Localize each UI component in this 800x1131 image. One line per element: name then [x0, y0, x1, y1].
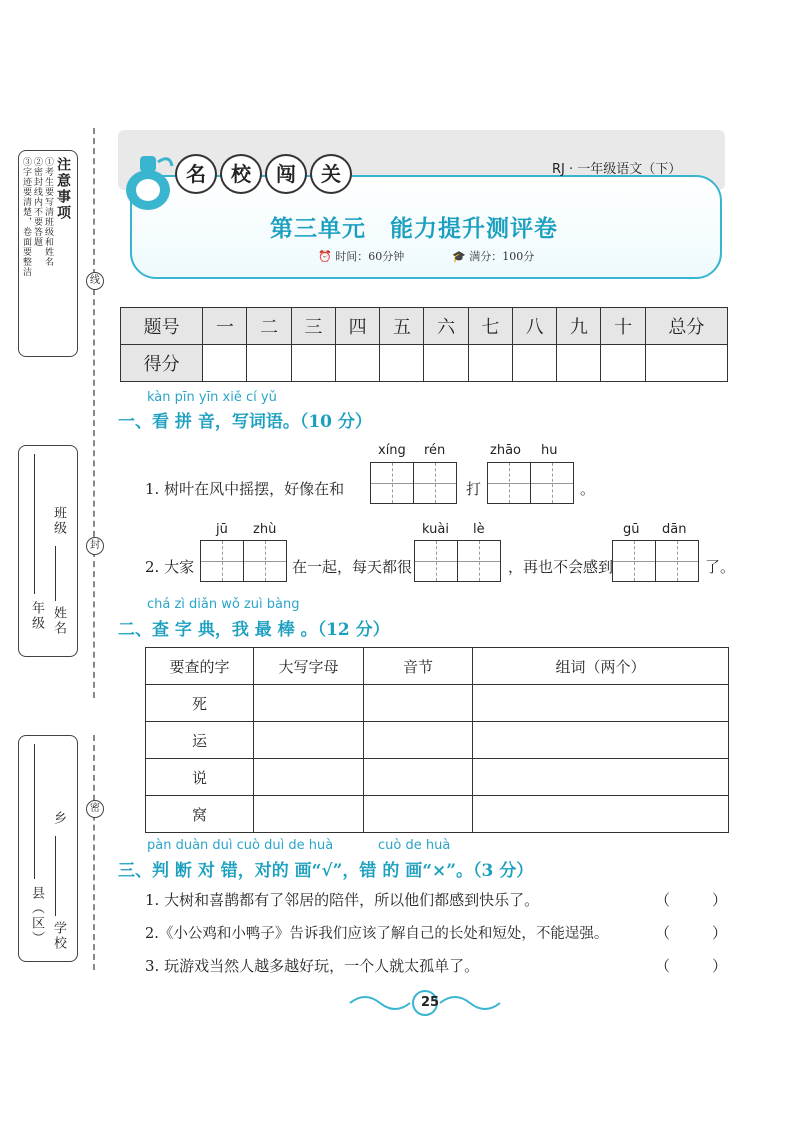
answer-cell[interactable] — [473, 685, 729, 722]
paren-close-3[interactable]: ） — [712, 957, 728, 975]
answer-grid-xingren[interactable] — [370, 462, 457, 504]
score-cell[interactable] — [247, 345, 291, 382]
answer-cell[interactable] — [473, 722, 729, 759]
answer-cell[interactable] — [364, 722, 473, 759]
brand-char-2: 校 — [220, 154, 262, 194]
score-header-cell: 题号 — [121, 308, 203, 345]
brand-char-4: 关 — [310, 154, 352, 194]
answer-cell[interactable] — [473, 796, 729, 833]
paren-close-2[interactable]: ） — [712, 924, 728, 942]
dict-char: 说 — [146, 759, 254, 796]
brand-char-1: 名 — [175, 154, 217, 194]
paren-open-2[interactable]: （ — [655, 924, 671, 942]
answer-grid-kuaile[interactable] — [414, 540, 501, 582]
q2-text-d: 了。 — [705, 558, 736, 576]
cut-mark-secret: 密 — [86, 800, 104, 818]
score-header-cell: 七 — [468, 308, 512, 345]
score-header-cell: 总分 — [645, 308, 727, 345]
dict-header-syllable: 音节 — [364, 648, 473, 685]
pinyin-ju: jū — [216, 522, 228, 537]
judge-item-3: 3. 玩游戏当然人越多越好玩，一个人就太孤单了。 — [145, 957, 480, 975]
section2-heading: 二、查 字 典，我 最 棒 。（12 分） — [118, 620, 390, 640]
grade-label: 年级 — [29, 601, 44, 631]
section3-pinyin-1: pàn duàn duì cuò duì de huà — [147, 838, 334, 853]
answer-grid-gudan[interactable] — [612, 540, 699, 582]
score-cell[interactable] — [203, 345, 247, 382]
dict-char: 窝 — [146, 796, 254, 833]
grade-info: RJ · 一年级语文（下） — [552, 162, 682, 177]
section3-pinyin-2: cuò de huà — [378, 838, 451, 853]
full-score-text: 满分：100分 — [469, 250, 535, 263]
score-table — [120, 307, 728, 382]
seal-line-top — [93, 128, 95, 698]
student-info-box — [18, 445, 78, 657]
answer-grid-zhaohu[interactable] — [487, 462, 574, 504]
graduation-cap-icon: 🎓 — [452, 250, 466, 263]
score-cell[interactable] — [291, 345, 335, 382]
table-row — [146, 759, 729, 796]
dict-char: 死 — [146, 685, 254, 722]
pinyin-ren: rén — [424, 443, 446, 458]
table-row — [146, 796, 729, 833]
pinyin-kuai: kuài — [422, 522, 449, 537]
score-cell[interactable] — [601, 345, 645, 382]
class-label: 班级 — [51, 506, 66, 536]
score-cell[interactable] — [380, 345, 424, 382]
dict-header-letter: 大写字母 — [254, 648, 364, 685]
score-cell[interactable] — [424, 345, 468, 382]
notice-item-3: ③字迹要清楚，卷面要整洁 — [21, 157, 31, 277]
notice-item-2: ②密封线内不要答题 — [32, 157, 42, 247]
seal-line-bottom — [93, 735, 95, 970]
paren-open-1[interactable]: （ — [655, 891, 671, 909]
notice-title: 注意事项 — [55, 157, 71, 221]
grade-blank[interactable] — [34, 454, 35, 594]
dictionary-header-row — [146, 648, 729, 685]
score-table-row — [121, 345, 728, 382]
answer-cell[interactable] — [254, 796, 364, 833]
time-info — [318, 248, 404, 264]
pinyin-dan: dān — [662, 522, 687, 537]
dict-header-words: 组词（两个） — [473, 648, 729, 685]
judge-item-2: 2.《小公鸡和小鸭子》告诉我们应该了解自己的长处和短处，不能逞强。 — [145, 926, 609, 942]
section1-pinyin: kàn pīn yīn xiě cí yǔ — [147, 390, 277, 405]
score-cell[interactable] — [645, 345, 727, 382]
name-label: 姓名 — [51, 606, 66, 636]
brand-char-3: 闯 — [265, 154, 307, 194]
table-row — [146, 685, 729, 722]
table-row — [146, 722, 729, 759]
dictionary-table — [145, 647, 729, 833]
score-cell[interactable] — [468, 345, 512, 382]
score-cell[interactable] — [512, 345, 556, 382]
answer-cell[interactable] — [254, 685, 364, 722]
answer-grid-juzhu[interactable] — [200, 540, 287, 582]
section2-pinyin: chá zì diǎn wǒ zuì bàng — [147, 597, 300, 612]
paren-close-1[interactable]: ） — [712, 891, 728, 909]
paren-open-3[interactable]: （ — [655, 957, 671, 975]
pinyin-le: lè — [473, 522, 485, 537]
dict-char: 运 — [146, 722, 254, 759]
score-header-cell: 一 — [203, 308, 247, 345]
judge-item-1: 1. 大树和喜鹊都有了邻居的陪伴，所以他们都感到快乐了。 — [145, 891, 540, 909]
notice-box — [18, 150, 78, 357]
answer-cell[interactable] — [254, 759, 364, 796]
q1-text-c: 。 — [580, 480, 596, 498]
score-info — [452, 248, 534, 264]
township-label: 乡 — [51, 811, 66, 826]
q1-text-b: 打 — [466, 480, 482, 498]
school-blank[interactable] — [55, 836, 56, 916]
vase-logo-icon — [118, 148, 178, 212]
answer-cell[interactable] — [364, 759, 473, 796]
cut-mark-line: 线 — [86, 272, 104, 290]
score-header-cell: 八 — [512, 308, 556, 345]
score-row-label: 得分 — [121, 345, 203, 382]
county-label: 县（区） — [29, 886, 44, 946]
q2-text-b: 在一起，每天都很 — [292, 558, 413, 576]
page-number: 25 — [420, 995, 440, 1010]
score-cell[interactable] — [557, 345, 601, 382]
pinyin-gu: gū — [623, 522, 640, 537]
score-header-cell: 五 — [380, 308, 424, 345]
page-title: 第三单元 能力提升测评卷 — [270, 215, 558, 242]
pinyin-hu: hu — [541, 443, 558, 458]
score-header-cell: 二 — [247, 308, 291, 345]
school-info-box — [18, 735, 78, 962]
score-header-cell: 六 — [424, 308, 468, 345]
clock-icon: ⏰ — [318, 250, 332, 263]
pinyin-zhao: zhāo — [490, 443, 521, 458]
section1-heading: 一、看 拼 音，写词语。（10 分） — [118, 412, 372, 432]
q2-text-c: ，再也不会感到 — [508, 558, 614, 576]
pinyin-zhu: zhù — [253, 522, 277, 537]
q1-text-a: 1. 树叶在风中摇摆，好像在和 — [145, 480, 345, 498]
county-blank[interactable] — [34, 744, 35, 879]
score-cell[interactable] — [335, 345, 379, 382]
answer-cell[interactable] — [364, 685, 473, 722]
time-text: 时间：60分钟 — [335, 250, 405, 263]
score-header-cell: 九 — [557, 308, 601, 345]
score-table-header-row — [121, 308, 728, 345]
name-blank[interactable] — [55, 546, 56, 601]
score-header-cell: 四 — [335, 308, 379, 345]
school-label: 学校 — [51, 921, 66, 951]
q2-text-a: 2. 大家 — [145, 558, 195, 576]
cut-mark-seal: 封 — [86, 537, 104, 555]
answer-cell[interactable] — [364, 796, 473, 833]
notice-item-1: ①考生要写清班级和姓名 — [43, 157, 53, 267]
pinyin-xing: xíng — [378, 443, 406, 458]
answer-cell[interactable] — [254, 722, 364, 759]
score-header-cell: 十 — [601, 308, 645, 345]
answer-cell[interactable] — [473, 759, 729, 796]
section3-heading: 三、判 断 对 错，对的 画“√”，错 的 画“×”。（3 分） — [118, 861, 534, 881]
score-header-cell: 三 — [291, 308, 335, 345]
dict-header-char: 要查的字 — [146, 648, 254, 685]
